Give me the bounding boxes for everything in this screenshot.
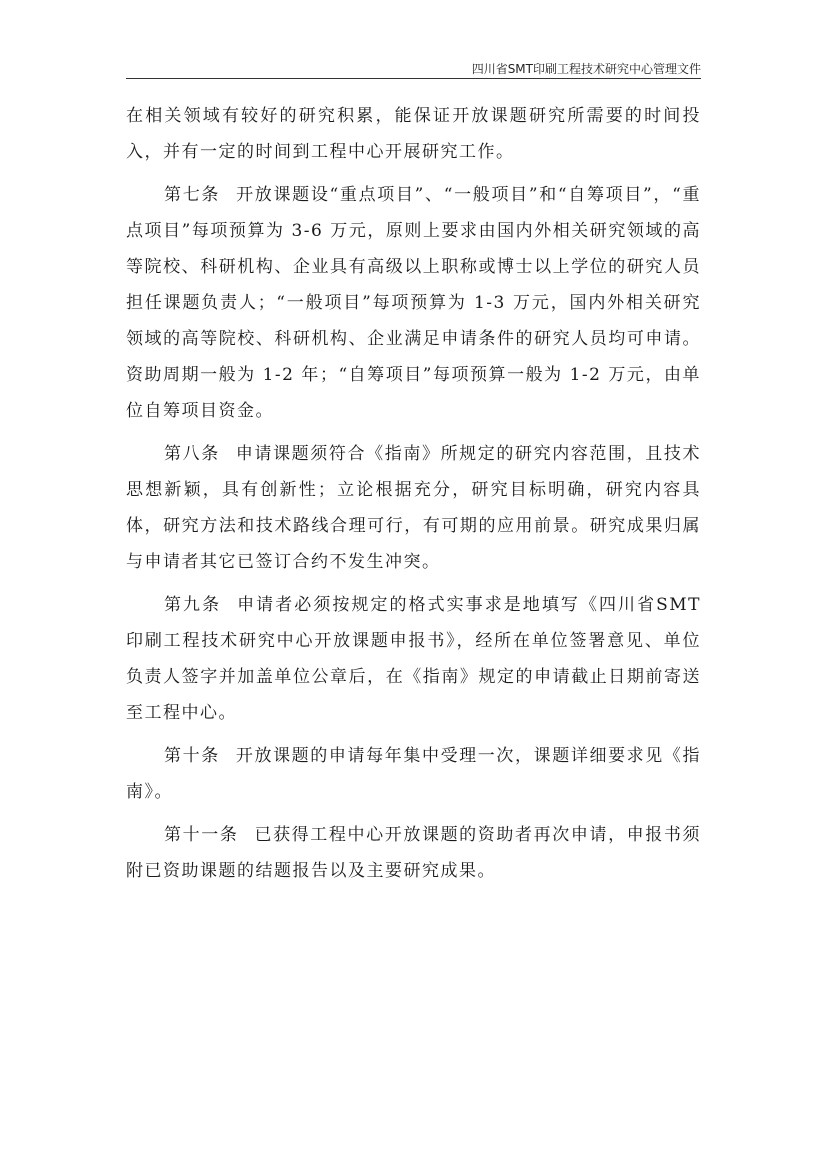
paragraph-text: 在相关领域有较好的研究积累，能保证开放课题研究所需要的时间投入，并有一定的时间到工程中心开展研究工作。 <box>126 106 701 162</box>
article-text: 已获得工程中心开放课题的资助者再次申请，申报书须附已资助课题的结题报告以及主要研究成果。 <box>126 825 702 881</box>
article-number: 第七条 <box>164 185 221 205</box>
article-number: 第十一条 <box>164 825 239 845</box>
header-title: 四川省SMT印刷工程技术研究中心管理文件 <box>471 62 701 76</box>
paragraph-continuation <box>126 98 701 170</box>
article-number: 第九条 <box>164 595 222 615</box>
article-number: 第八条 <box>164 444 220 464</box>
article-text: 开放课题设“重点项目”、“一般项目”和“自筹项目”，“重点项目”每项预算为 3-6 万元，原则上要求由国内外相关研究领域的高等院校、科研机构、企业具有高级以上职称或博士以上学位的研究人员担任课题负责人；“一般项目”每项预算为 1-3 万元，国内外相关研究领域的高等院校、科研机构、企业满足申请条件的研究人员均可申请。资助周期一般为 1-2 年；“自筹项目”每项预算一般为 1-2 万元，由单位自筹项目资金。 <box>126 185 702 421</box>
article-text: 申请者必须按规定的格式实事求是地填写《四川省SMT印刷工程技术研究中心开放课题申报书》，经所在单位签署意见、单位负责人签字并加盖单位公章后，在《指南》规定的申请截止日期前寄送至工程中心。 <box>126 595 702 723</box>
article-number: 第十条 <box>164 746 220 766</box>
article-10 <box>126 738 701 810</box>
page-header <box>126 58 701 79</box>
article-11 <box>126 817 701 889</box>
article-text: 申请课题须符合《指南》所规定的研究内容范围，且技术思想新颖，具有创新性；立论根据充分，研究目标明确，研究内容具体，研究方法和技术路线合理可行，有可期的应用前景。研究成果归属与申请者其它已签订合约不发生冲突。 <box>126 444 702 572</box>
article-8 <box>126 436 701 580</box>
article-text: 开放课题的申请每年集中受理一次，课题详细要求见《指南》。 <box>126 746 702 802</box>
article-9 <box>126 587 701 731</box>
document-body <box>126 98 701 889</box>
article-7 <box>126 177 701 429</box>
